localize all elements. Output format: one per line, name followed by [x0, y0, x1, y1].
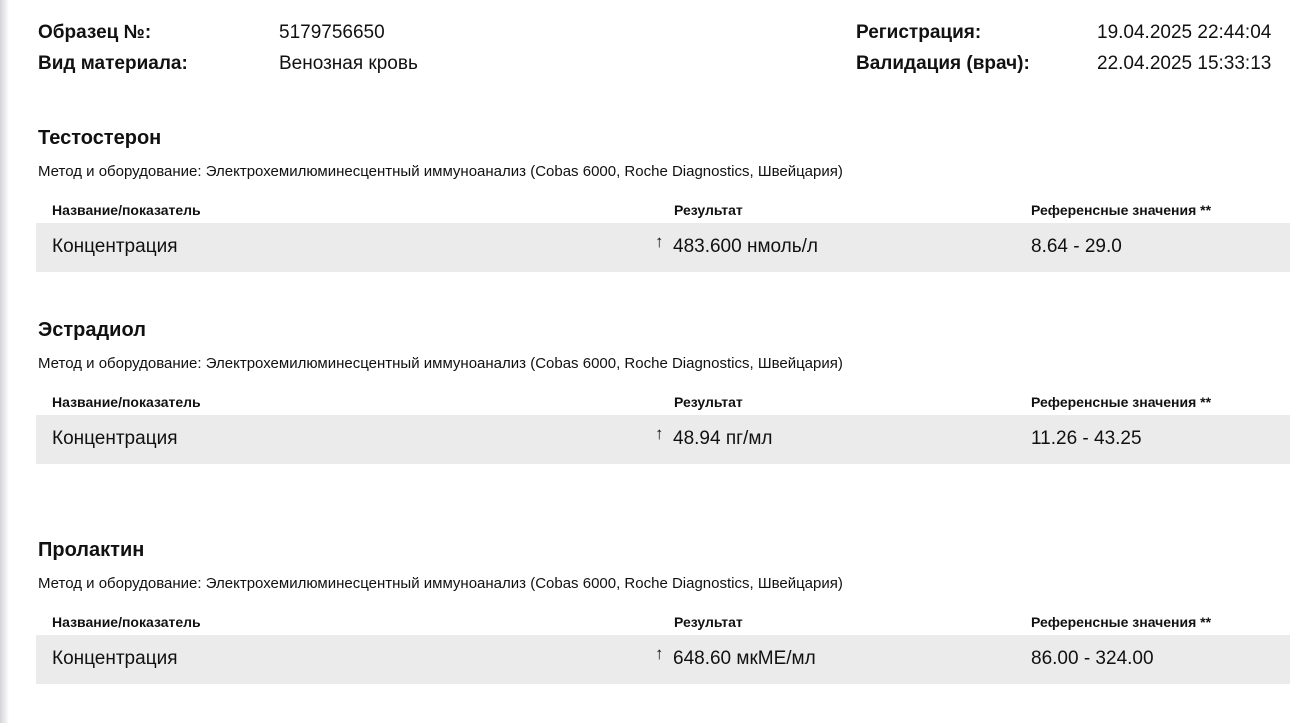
method-description: Метод и оборудование: Электрохемилюминесцентный иммуноанализ (Cobas 6000, Roche Diagnostics, Швейцария) — [38, 575, 843, 592]
reference-range: 11.26 - 43.25 — [1031, 428, 1142, 449]
registration-value: 19.04.2025 22:44:04 — [1097, 22, 1272, 43]
method-description: Метод и оборудование: Электрохемилюминесцентный иммуноанализ (Cobas 6000, Roche Diagnostics, Швейцария) — [38, 355, 843, 372]
material-type-label: Вид материала: — [38, 53, 188, 74]
arrow-up-icon: ↑ — [655, 644, 664, 663]
result-cell — [655, 232, 819, 259]
registration-label: Регистрация: — [856, 22, 982, 43]
result-value: 48.94 пг/мл — [673, 428, 773, 449]
result-row — [36, 415, 1290, 464]
arrow-up-icon: ↑ — [655, 424, 664, 443]
column-header-reference: Референсные значения ** — [1031, 614, 1212, 630]
result-value: 648.60 мкМЕ/мл — [673, 648, 816, 669]
validation-value: 22.04.2025 15:33:13 — [1097, 53, 1272, 74]
test-title: Тестостерон — [38, 127, 162, 149]
validation-label: Валидация (врач): — [856, 53, 1030, 74]
column-header-result: Результат — [674, 202, 743, 218]
result-row — [36, 223, 1290, 272]
column-header-result: Результат — [674, 614, 743, 630]
sample-number-value: 5179756650 — [279, 22, 385, 43]
result-value: 483.600 нмоль/л — [673, 236, 819, 257]
column-header-result: Результат — [674, 394, 743, 410]
method-description: Метод и оборудование: Электрохемилюминесцентный иммуноанализ (Cobas 6000, Roche Diagnostics, Швейцария) — [38, 163, 843, 180]
column-header-reference: Референсные значения ** — [1031, 394, 1212, 410]
column-header-name: Название/показатель — [52, 394, 201, 410]
test-section-testosterone — [0, 125, 1290, 275]
sample-number-label: Образец №: — [38, 22, 152, 43]
arrow-up-icon: ↑ — [655, 232, 664, 251]
result-row — [36, 635, 1290, 684]
test-title: Эстрадиол — [38, 319, 146, 341]
parameter-name: Концентрация — [52, 428, 178, 449]
test-section-prolactin — [0, 537, 1290, 687]
parameter-name: Концентрация — [52, 648, 178, 669]
test-section-estradiol — [0, 317, 1290, 467]
result-cell — [655, 424, 773, 451]
parameter-name: Концентрация — [52, 236, 178, 257]
reference-range: 86.00 - 324.00 — [1031, 648, 1154, 669]
column-header-name: Название/показатель — [52, 202, 201, 218]
material-type-value: Венозная кровь — [279, 53, 418, 74]
column-header-name: Название/показатель — [52, 614, 201, 630]
column-header-reference: Референсные значения ** — [1031, 202, 1212, 218]
result-cell — [655, 644, 816, 671]
test-title: Пролактин — [38, 539, 145, 561]
reference-range: 8.64 - 29.0 — [1031, 236, 1122, 257]
